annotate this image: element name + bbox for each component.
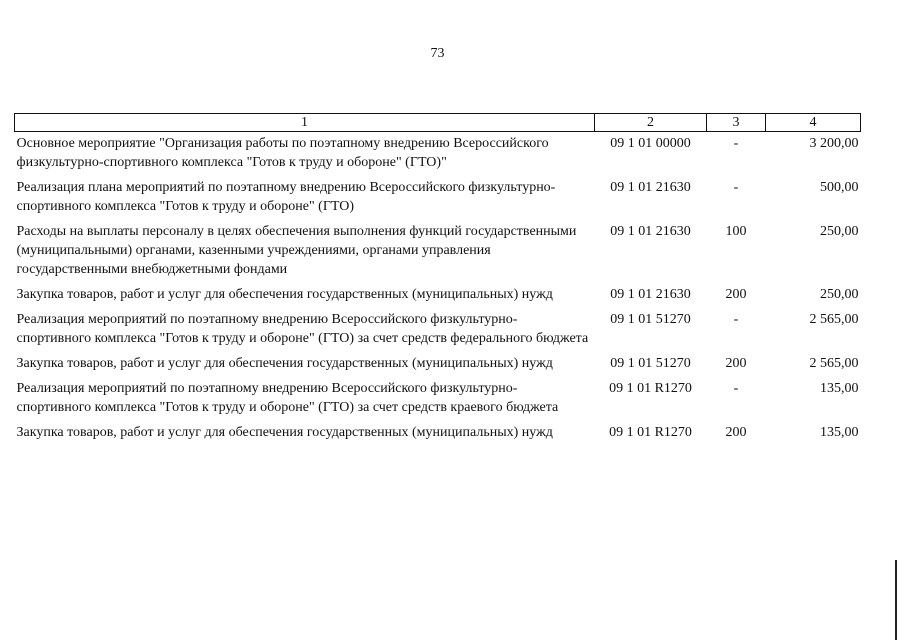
table-row	[15, 216, 861, 279]
header-row	[15, 114, 861, 132]
scan-edge-line	[895, 560, 897, 640]
row-amount: 135,00	[820, 425, 859, 440]
row-type: 200	[725, 356, 747, 371]
row-code: 09 1 01 51270	[610, 356, 691, 371]
table-row	[15, 304, 861, 348]
table-row	[15, 373, 861, 417]
row-amount: 3 200,00	[809, 136, 859, 151]
table-row	[15, 348, 861, 373]
header-col-4: 4	[766, 114, 861, 132]
table-header	[15, 114, 861, 132]
row-name: Закупка товаров, работ и услуг для обеспечения государственных (муниципальных) нужд	[16, 356, 553, 371]
row-amount: 135,00	[820, 381, 859, 396]
table-row	[15, 132, 861, 173]
header-col-3: 3	[707, 114, 766, 132]
row-code: 09 1 01 R1270	[609, 381, 692, 396]
budget-table	[14, 113, 861, 442]
row-type: -	[733, 381, 739, 396]
row-name: Закупка товаров, работ и услуг для обеспечения государственных (муниципальных) нужд	[16, 287, 553, 302]
table-body	[15, 132, 861, 443]
row-name: Закупка товаров, работ и услуг для обеспечения государственных (муниципальных) нужд	[16, 425, 553, 440]
row-name: Реализация плана мероприятий по поэтапному внедрению Всероссийского физкультурно-спортивного комплекса "Готов к труду и обороне" (ГТО)	[16, 180, 556, 214]
row-type: -	[733, 312, 739, 327]
row-name: Расходы на выплаты персоналу в целях обеспечения выполнения функций государственными (муниципальными) органами, казенными учреждениями, органами управления государственными внебюджетными фондами	[16, 224, 577, 277]
row-amount: 250,00	[820, 287, 859, 302]
table-row	[15, 279, 861, 304]
row-name: Основное мероприятие "Организация работы по поэтапному внедрению Всероссийского физкультурно-спортивного комплекса "Готов к труду и обороне" (ГТО)"	[16, 136, 549, 170]
header-col-1: 1	[15, 114, 595, 132]
table-row	[15, 417, 861, 442]
row-type: -	[733, 180, 739, 195]
header-col-2: 2	[595, 114, 707, 132]
row-code: 09 1 01 R1270	[609, 425, 692, 440]
row-code: 09 1 01 51270	[610, 312, 691, 327]
row-amount: 250,00	[820, 224, 859, 239]
row-amount: 500,00	[820, 180, 859, 195]
row-name: Реализация мероприятий по поэтапному внедрению Всероссийского физкультурно-спортивного комплекса "Готов к труду и обороне" (ГТО) за счет средств краевого бюджета	[16, 381, 559, 415]
row-code: 09 1 01 21630	[610, 224, 691, 239]
table-row	[15, 172, 861, 216]
row-code: 09 1 01 00000	[610, 136, 691, 151]
row-type: 200	[725, 287, 747, 302]
row-amount: 2 565,00	[809, 312, 859, 327]
row-name: Реализация мероприятий по поэтапному внедрению Всероссийского физкультурно-спортивного комплекса "Готов к труду и обороне" (ГТО) за счет средств федерального бюджета	[16, 312, 589, 346]
row-code: 09 1 01 21630	[610, 287, 691, 302]
row-type: 100	[725, 224, 747, 239]
row-amount: 2 565,00	[809, 356, 859, 371]
row-type: -	[733, 136, 739, 151]
row-type: 200	[725, 425, 747, 440]
row-code: 09 1 01 21630	[610, 180, 691, 195]
page-number: 73	[430, 46, 445, 61]
